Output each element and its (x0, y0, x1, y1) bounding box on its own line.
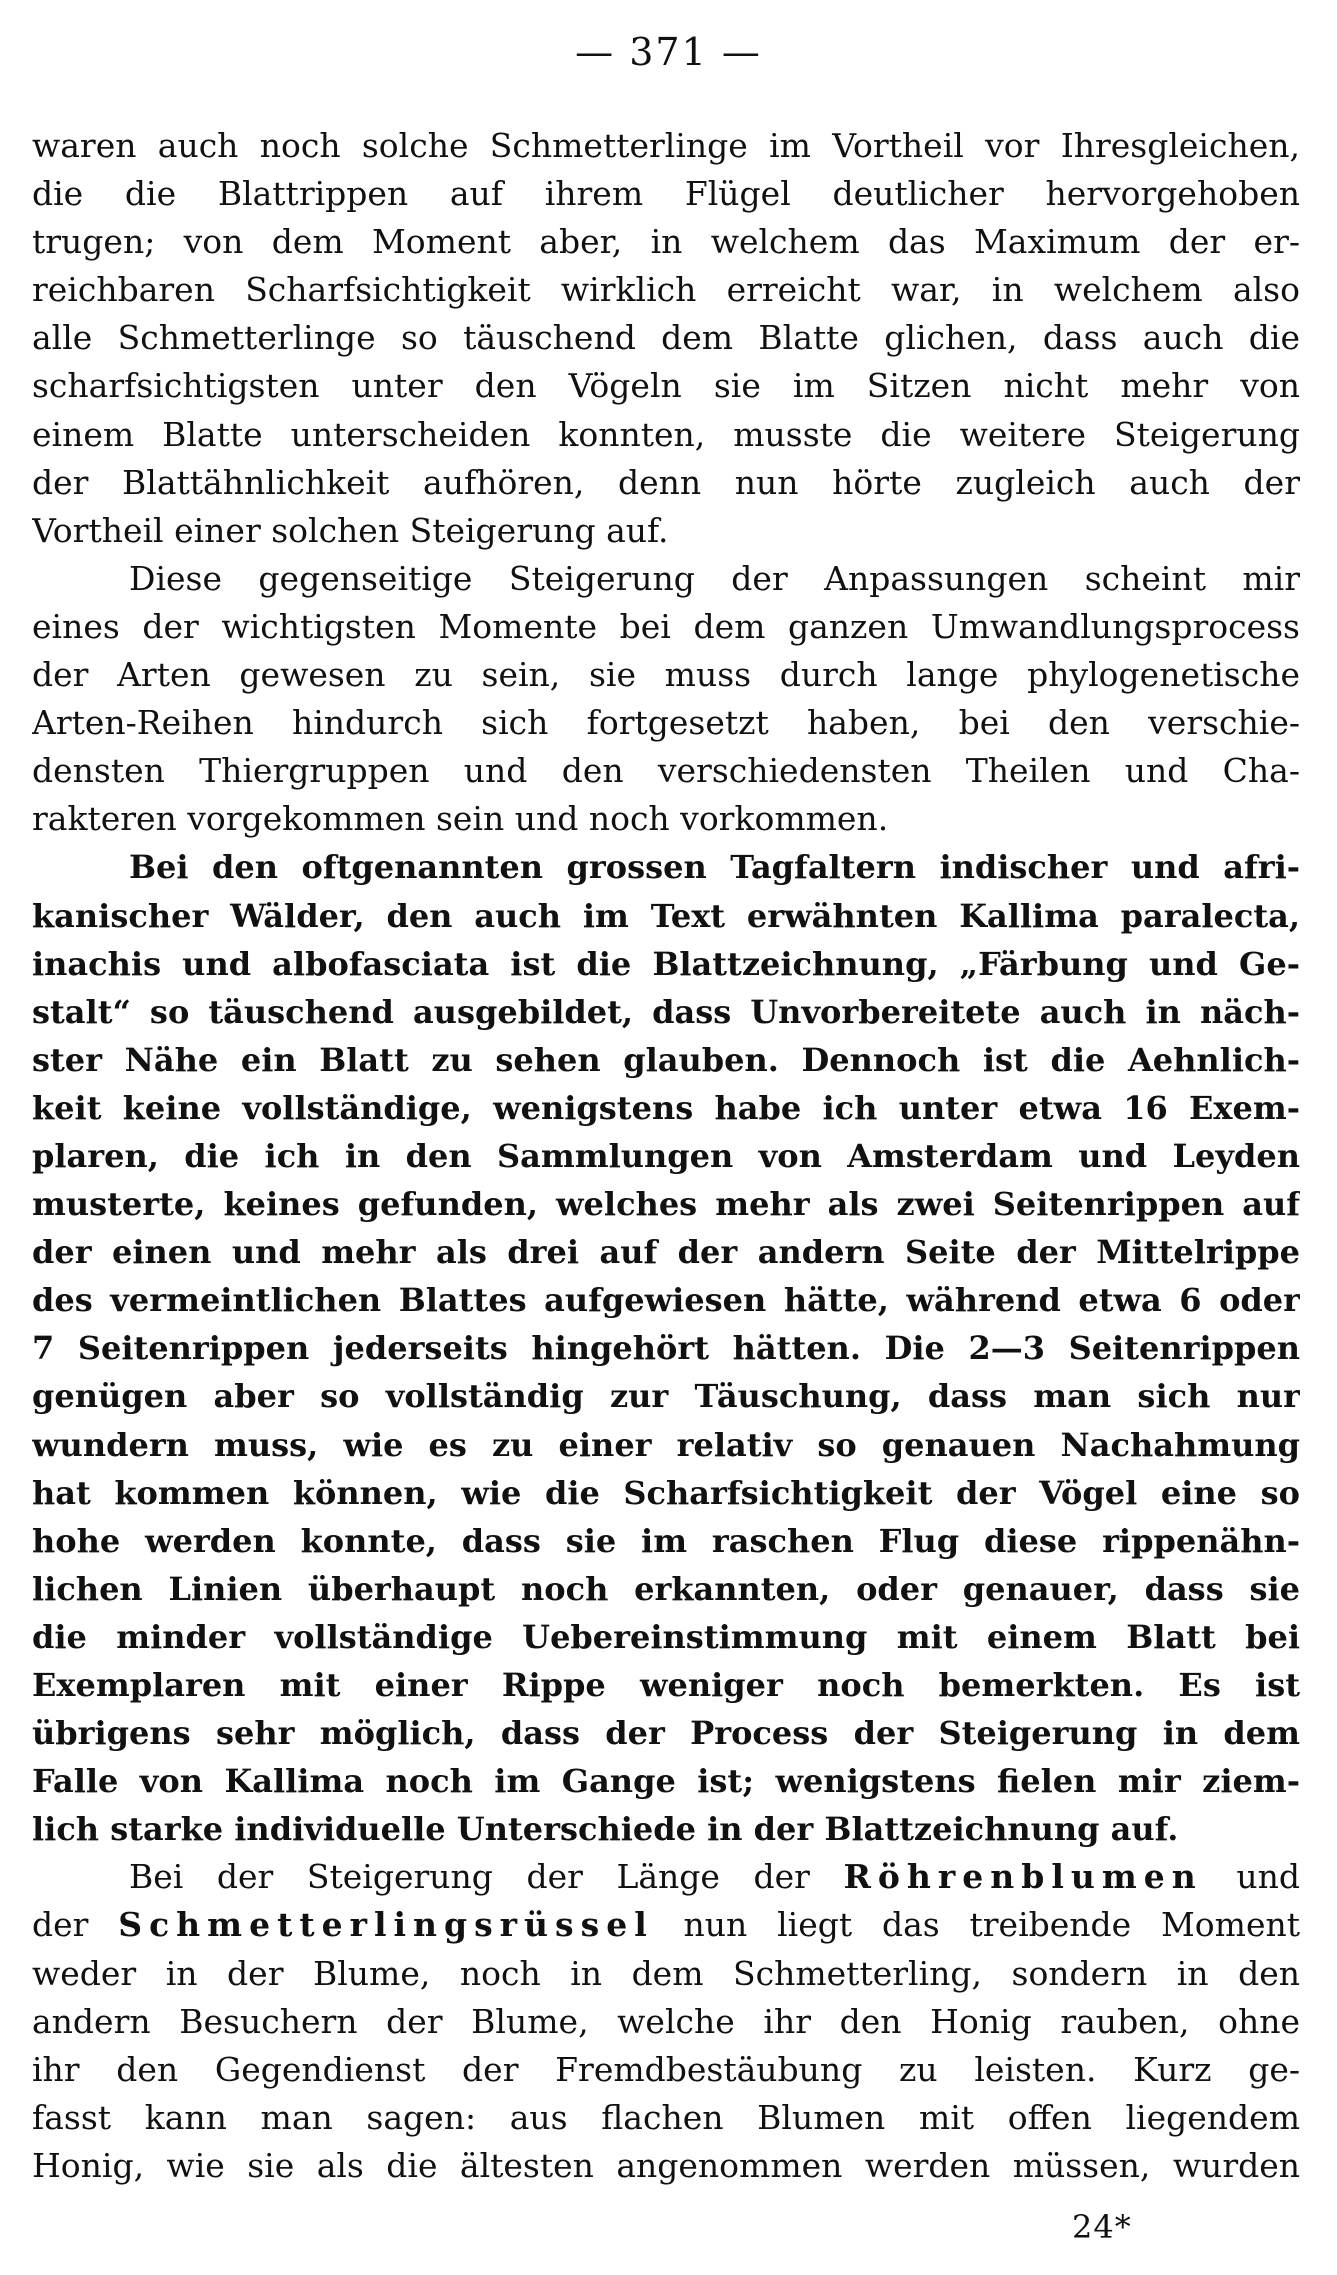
page-number: — 371 — (575, 30, 762, 74)
signature-mark: 24* (1072, 2208, 1132, 2246)
text-line: der Arten gewesen zu sein, sie muss durch lange phylogenetische (32, 655, 1300, 695)
text-line: genügen aber so vollständig zur Täuschung, dass man sich nur (32, 1377, 1300, 1416)
text-line: die minder vollständige Uebereinstimmung mit einem Blatt bei (32, 1617, 1300, 1656)
text-line: der Blattähnlichkeit aufhören, denn nun hörte zugleich auch der (32, 462, 1300, 502)
text-line: lich starke individuelle Unterschiede in der Blattzeichnung auf. (32, 1810, 1179, 1849)
text-line: Exemplaren mit einer Rippe weniger noch bemerkten. Es ist (32, 1666, 1300, 1704)
text-line: 7 Seitenrippen jederseits hingehört hätten. Die 2—3 Seitenrippen (32, 1329, 1300, 1368)
text-line: Arten-Reihen hindurch sich fortgesetzt haben, bei den verschie- (32, 703, 1300, 743)
text-line: Falle von Kallima noch im Gange ist; wenigstens fielen mir ziem- (32, 1762, 1300, 1801)
text-line: Vortheil einer solchen Steigerung auf. (32, 510, 669, 550)
text-line: musterte, keines gefunden, welches mehr als zwei Seitenrippen auf (32, 1185, 1300, 1224)
text-line: reichbaren Scharfsichtigkeit wirklich erreicht war, in welchem also (32, 270, 1300, 310)
body-text (32, 122, 1300, 2190)
text-line: hohe werden konnte, dass sie im raschen Flug diese rippenähn- (32, 1521, 1300, 1560)
text-segment: nun liegt das treibende Moment (653, 1905, 1300, 1945)
text-line: Honig, wie sie als die ältesten angenommen werden müssen, wurden (32, 2145, 1300, 2185)
text-line: Diese gegenseitige Steigerung der Anpassungen scheint mir (129, 558, 1300, 598)
text-line: wundern muss, wie es zu einer relativ so genauen Nachahmung (32, 1425, 1300, 1464)
text-line: waren auch noch solche Schmetterlinge im Vortheil vor Ihresgleichen, (32, 126, 1300, 165)
text-line: fasst kann man sagen: aus flachen Blumen mit offen liegendem (32, 2097, 1300, 2137)
text-line: Bei den oftgenannten grossen Tagfaltern indischer und afri- (129, 848, 1300, 887)
text-line: einem Blatte unterscheiden konnten, musste die weitere Steigerung (32, 414, 1300, 454)
text-line: des vermeintlichen Blattes aufgewiesen hätte, während etwa 6 oder (32, 1281, 1300, 1320)
text-line: weder in der Blume, noch in dem Schmetterling, sondern in den (32, 1953, 1300, 1993)
text-line: stalt“ so täuschend ausgebildet, dass Unvorbereitete auch in näch- (32, 992, 1300, 1031)
text-line: alle Schmetterlinge so täuschend dem Blatte glichen, dass auch die (32, 318, 1300, 358)
text-line (32, 1853, 1300, 1901)
text-line: densten Thiergruppen und den verschiedensten Theilen und Cha- (32, 751, 1300, 791)
text-line: übrigens sehr möglich, dass der Process der Steigerung in dem (32, 1714, 1300, 1753)
text-line: hat kommen können, wie die Scharfsichtigkeit der Vögel eine so (32, 1473, 1300, 1512)
text-line: die die Blattrippen auf ihrem Flügel deutlicher hervorgehoben (32, 174, 1300, 214)
paragraphs-1-3 (32, 122, 1300, 1853)
text-line: plaren, die ich in den Sammlungen von Amsterdam und Leyden (32, 1136, 1300, 1175)
text-line: trugen; von dem Moment aber, in welchem das Maximum der er- (32, 222, 1300, 262)
text-line: inachis und albofasciata ist die Blattzeichnung, „Färbung und Ge- (32, 944, 1300, 983)
text-segment: der (32, 1905, 119, 1945)
text-segment: und (1202, 1857, 1300, 1897)
paragraph-4 (32, 1853, 1300, 2190)
text-line: der einen und mehr als drei auf der andern Seite der Mittelrippe (32, 1233, 1300, 1272)
text-line: keit keine vollständige, wenigstens habe ich unter etwa 16 Exem- (32, 1088, 1300, 1127)
emphasized-term-roehrenblumen: Röhrenblumen (843, 1857, 1203, 1897)
emphasized-term-schmetterlingsruessel: Schmetterlingsrüssel (118, 1905, 654, 1945)
text-line: rakteren vorgekommen sein und noch vorkommen. (32, 799, 889, 839)
text-line (32, 1901, 1300, 1949)
text-line: ster Nähe ein Blatt zu sehen glauben. Dennoch ist die Aehnlich- (32, 1040, 1300, 1079)
text-line: eines der wichtigsten Momente bei dem ganzen Umwandlungsprocess (32, 606, 1300, 646)
text-line: lichen Linien überhaupt noch erkannten, oder genauer, dass sie (32, 1569, 1300, 1608)
text-segment: Bei der Steigerung der Länge der (129, 1857, 844, 1897)
text-line: scharfsichtigsten unter den Vögeln sie im Sitzen nicht mehr von (32, 366, 1300, 406)
text-line: ihr den Gegendienst der Fremdbestäubung zu leisten. Kurz ge- (32, 2049, 1300, 2089)
text-line: andern Besuchern der Blume, welche ihr den Honig rauben, ohne (32, 2001, 1300, 2041)
text-line: kanischer Wälder, den auch im Text erwähnten Kallima paralecta, (32, 896, 1300, 935)
